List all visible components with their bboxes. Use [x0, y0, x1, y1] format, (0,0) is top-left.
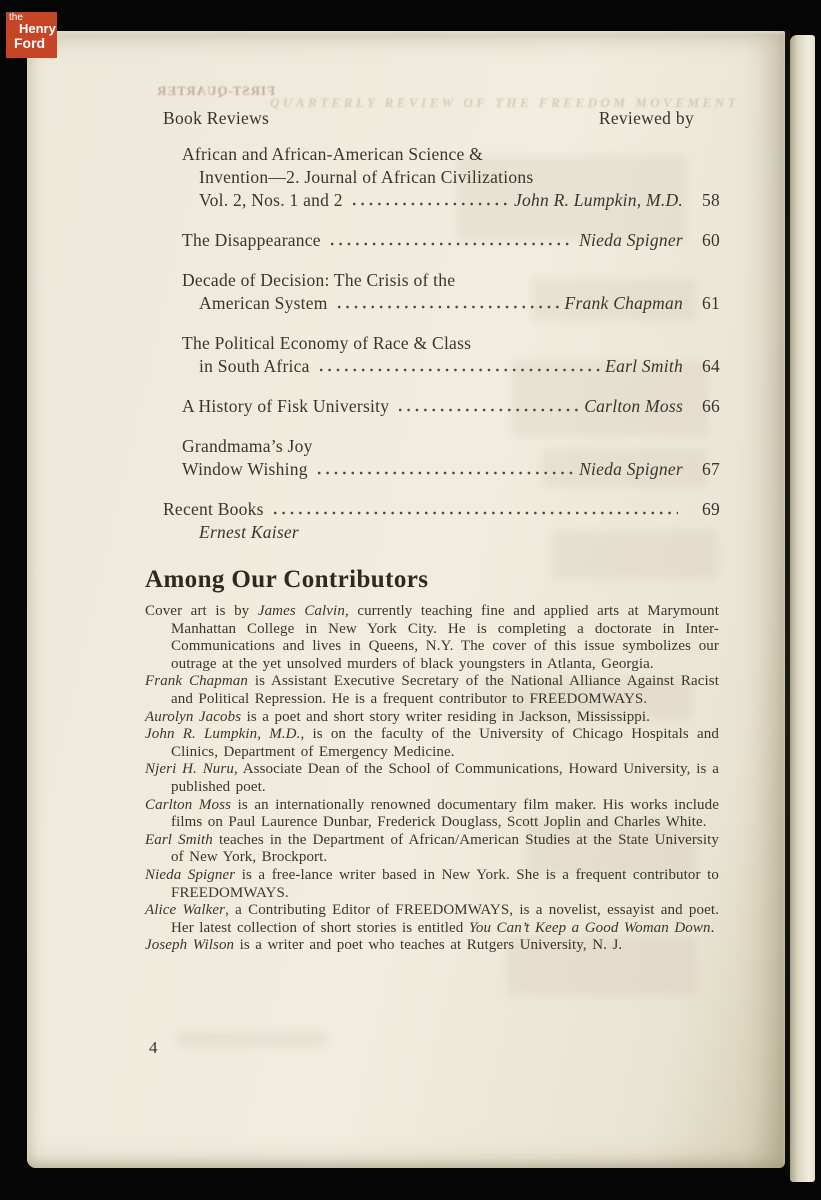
toc-entry-title: American System: [199, 293, 328, 313]
reviewer-name: Nieda Spigner: [579, 230, 683, 250]
contributor-name: John R. Lumpkin, M.D.: [145, 726, 301, 743]
reviewer-name: John R. Lumpkin, M.D.: [513, 190, 683, 210]
page-number-ref: 60: [702, 230, 720, 250]
dot-leader: [317, 368, 600, 372]
contributor-name: Alice Walker: [145, 902, 226, 919]
page-number-ref: 58: [702, 190, 720, 210]
dot-leader: [350, 202, 509, 206]
table-of-contents: [163, 143, 720, 561]
facing-page-edge: [790, 35, 815, 1182]
toc-entry: [163, 332, 720, 378]
dot-leader: [271, 511, 678, 515]
contributor-name: Joseph Wilson: [145, 937, 235, 954]
toc-entry-row: [163, 189, 720, 212]
reviewer-name: Carlton Moss: [584, 396, 683, 416]
toc-entry-title: The Disappearance: [182, 230, 321, 250]
toc-entry: [163, 143, 720, 212]
toc-entry-row: [163, 498, 720, 521]
page-number-ref: 66: [702, 396, 720, 416]
page-number-ref: 61: [702, 293, 720, 313]
page-number-ref: 64: [702, 356, 720, 376]
toc-entry-row: [163, 395, 720, 418]
bleed-through-text: FIRST-QUARTER: [156, 83, 275, 98]
dot-leader: [396, 408, 579, 412]
toc-header-title: Book Reviews: [163, 108, 270, 128]
page-number-ref: 67: [702, 459, 720, 479]
toc-entry: [163, 269, 720, 315]
contributor-entry: Carlton Moss is an internationally renowned documentary film maker. His works include films on Paul Laurence Dunbar, Frederick Douglass, Scott Joplin and Charles White.: [145, 796, 719, 831]
bleed-through-text: QUARTERLY REVIEW OF THE FREEDOM MOVEMENT: [270, 95, 740, 110]
contributor-entry: Aurolyn Jacobs is a poet and short story writer residing in Jackson, Mississippi.: [145, 708, 651, 725]
contributor-name: Earl Smith: [145, 831, 213, 848]
toc-entry-title: A History of Fisk University: [182, 396, 390, 416]
contributor-entry: Njeri H. Nuru, Associate Dean of the School of Communications, Howard University, is a published poet.: [145, 761, 719, 795]
contributor-name: Carlton Moss: [145, 796, 232, 813]
book-title: You Can’t Keep a Good Woman Down: [468, 919, 711, 936]
dot-leader: [328, 242, 574, 246]
toc-entry-line: The Political Economy of Race & Class: [182, 333, 472, 353]
toc-header-reviewedby: Reviewed by: [598, 108, 694, 128]
toc-entry-line: Grandmama’s Joy: [182, 436, 313, 456]
toc-entry: [163, 395, 720, 418]
contributor-name: Nieda Spigner: [145, 866, 236, 883]
toc-header: [163, 108, 720, 129]
toc-entry-title: in South Africa: [199, 356, 310, 376]
toc-entry-author: Ernest Kaiser: [199, 522, 299, 542]
toc-entry-row: [163, 292, 720, 315]
reviewer-name: Frank Chapman: [564, 293, 683, 313]
toc-entry-row: [163, 458, 720, 481]
dot-leader: [315, 471, 574, 475]
toc-entry-line: Decade of Decision: The Crisis of the: [182, 270, 456, 290]
contributor-entry: Alice Walker, a Contributing Editor of FREEDOMWAYS, is a novelist, essayist and poet. Her latest collection of short stories is entitled You Can’t Keep a Good Woman Down.: [145, 902, 719, 936]
contributor-name: James Calvin: [257, 603, 345, 619]
contributors-list: [145, 603, 719, 955]
toc-entry-line: African and African-American Science &: [182, 144, 484, 164]
reviewer-name: Nieda Spigner: [579, 459, 683, 479]
logo-text-the: the: [9, 12, 23, 23]
toc-entry: [163, 498, 720, 544]
dot-leader: [335, 305, 560, 309]
contributor-entry: Joseph Wilson is a writer and poet who teaches at Rutgers University, N. J.: [145, 937, 623, 954]
toc-entry: [163, 229, 720, 252]
contributor-name: Frank Chapman: [145, 673, 249, 690]
toc-entry-title: Vol. 2, Nos. 1 and 2: [199, 190, 343, 210]
toc-entry-row: [163, 229, 720, 252]
toc-entry: [163, 435, 720, 481]
toc-entry-row: [163, 355, 720, 378]
contributor-entry: Earl Smith teaches in the Department of African/American Studies at the State University of New York, Brockport.: [145, 831, 720, 866]
book-page: [27, 31, 785, 1168]
contributor-entry: Nieda Spigner is a free-lance writer based in New York. She is a frequent contributor to FREEDOMWAYS.: [145, 866, 719, 901]
contributor-name: Njeri H. Nuru: [145, 761, 234, 778]
contributors-heading: Among Our Contributors: [145, 566, 429, 593]
toc-entry-line: Invention—2. Journal of African Civilizations: [199, 167, 534, 187]
book-spine-crease: [785, 30, 790, 1176]
bleed-through-smudge: [177, 1031, 327, 1047]
page-number-ref: 69: [702, 499, 720, 519]
logo-text-henry: Henry: [19, 21, 56, 36]
henry-ford-logo: [6, 12, 57, 58]
folio-page-number: 4: [149, 1038, 158, 1057]
toc-entry-title: Recent Books: [163, 499, 264, 519]
contributor-name: Aurolyn Jacobs: [145, 708, 242, 725]
contributor-entry: Frank Chapman is Assistant Executive Secretary of the National Alliance Against Racist and Political Repression. He is a frequent contributor to FREEDOMWAYS.: [145, 673, 719, 707]
contributor-entry: Cover art is by James Calvin, currently teaching fine and applied arts at Marymount Manhattan College in New York City. He is completing a doctorate in Inter-Communications and lives in Queens, N.Y. The cover of this issue symbolizes our outrage at the yet unsolved murders of black youngsters in Atlanta, Georgia.: [145, 603, 720, 672]
logo-text-ford: Ford: [14, 35, 46, 51]
toc-entry-title: Window Wishing: [182, 459, 308, 479]
reviewer-name: Earl Smith: [605, 356, 683, 376]
contributor-entry: John R. Lumpkin, M.D., is on the faculty of the University of Chicago Hospitals and Clinics, Department of Emergency Medicine.: [145, 726, 719, 760]
